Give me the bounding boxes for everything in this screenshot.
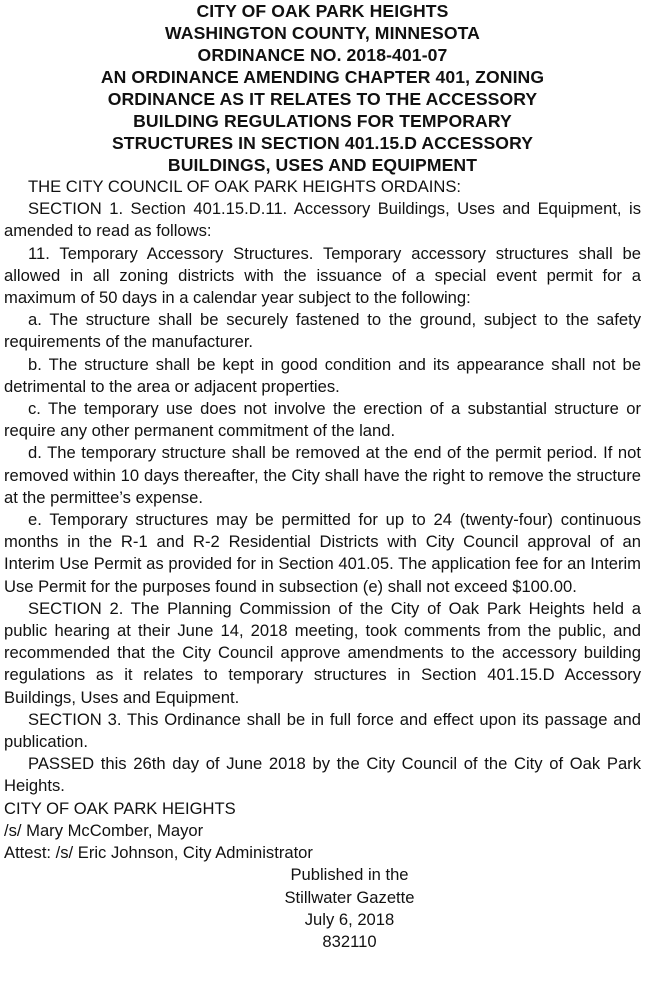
ordinance-title-line-3: BUILDING REGULATIONS FOR TEMPORARY — [133, 111, 512, 131]
city-name-heading: CITY OF OAK PARK HEIGHTS — [196, 1, 449, 21]
ordinance-title-line-2: ORDINANCE AS IT RELATES TO THE ACCESSORY — [107, 89, 538, 109]
section-3-paragraph: SECTION 3. This Ordinance shall be in full force and effect upon its passage and publication. — [4, 709, 641, 752]
published-in-label: Published in the — [290, 865, 409, 885]
ordains-statement: THE CITY COUNCIL OF OAK PARK HEIGHTS ORDAINS: — [28, 177, 462, 196]
section-2-paragraph: SECTION 2. The Planning Commission of the City of Oak Park Heights held a public hearing at their June 14, 2018 meeting, took comments from the public, and recommended that the City Council approve amendments to the accessory building regulations as it relates to temporary structures in Section 401.15.D Accessory Buildings, Uses and Equipment. — [4, 598, 641, 707]
legal-notice — [4, 0, 641, 953]
item-b-paragraph: b. The structure shall be kept in good condition and its appearance shall not be detrimental to the area or adjacent properties. — [4, 354, 641, 396]
ordinance-body — [4, 176, 641, 864]
signature-mayor: /s/ Mary McComber, Mayor — [4, 820, 204, 840]
section-1-paragraph: SECTION 1. Section 401.15.D.11. Accessory Buildings, Uses and Equipment, is amended to read as follows: — [4, 199, 641, 241]
ordinance-header — [4, 0, 641, 176]
publication-date: July 6, 2018 — [304, 909, 395, 929]
county-state-heading: WASHINGTON COUNTY, MINNESOTA — [165, 23, 480, 43]
item-a-paragraph: a. The structure shall be securely fastened to the ground, subject to the safety requirements of the manufacturer. — [4, 310, 641, 352]
publication-id: 832110 — [322, 931, 377, 951]
ordinance-title-line-5: BUILDINGS, USES AND EQUIPMENT — [167, 155, 478, 175]
ordinance-title-line-4: STRUCTURES IN SECTION 401.15.D ACCESSORY — [111, 133, 534, 153]
signature-attest: Attest: /s/ Eric Johnson, City Administrator — [4, 843, 313, 863]
item-d-paragraph: d. The temporary structure shall be removed at the end of the permit period. If not removed within 10 days thereafter, the City shall have the right to remove the structure at the permittee’s expense. — [4, 443, 641, 507]
signature-city: CITY OF OAK PARK HEIGHTS — [4, 798, 236, 818]
ordinance-title-line-1: AN ORDINANCE AMENDING CHAPTER 401, ZONING — [100, 67, 545, 87]
item-c-paragraph: c. The temporary use does not involve the erection of a substantial structure or require any other permanent commitment of the land. — [4, 399, 641, 441]
item-e-paragraph: e. Temporary structures may be permitted for up to 24 (twenty-four) continuous months in the R-1 and R-2 Residential Districts with City Council approval of an Interim Use Permit as provided for in Section 401.05. The application fee for an Interim Use Permit for the purposes found in subsection (e) shall not exceed $100.00. — [4, 510, 641, 596]
ordinance-number-heading: ORDINANCE NO. 2018-401-07 — [197, 45, 448, 65]
item-11-paragraph: 11. Temporary Accessory Structures. Temporary accessory structures shall be allowed in all zoning districts with the issuance of a special event permit for a maximum of 50 days in a calendar year subject to the following: — [4, 243, 641, 308]
publication-info — [58, 864, 641, 953]
newspaper-name: Stillwater Gazette — [284, 887, 415, 907]
passed-paragraph: PASSED this 26th day of June 2018 by the City Council of the City of Oak Park Heights. — [4, 754, 641, 796]
